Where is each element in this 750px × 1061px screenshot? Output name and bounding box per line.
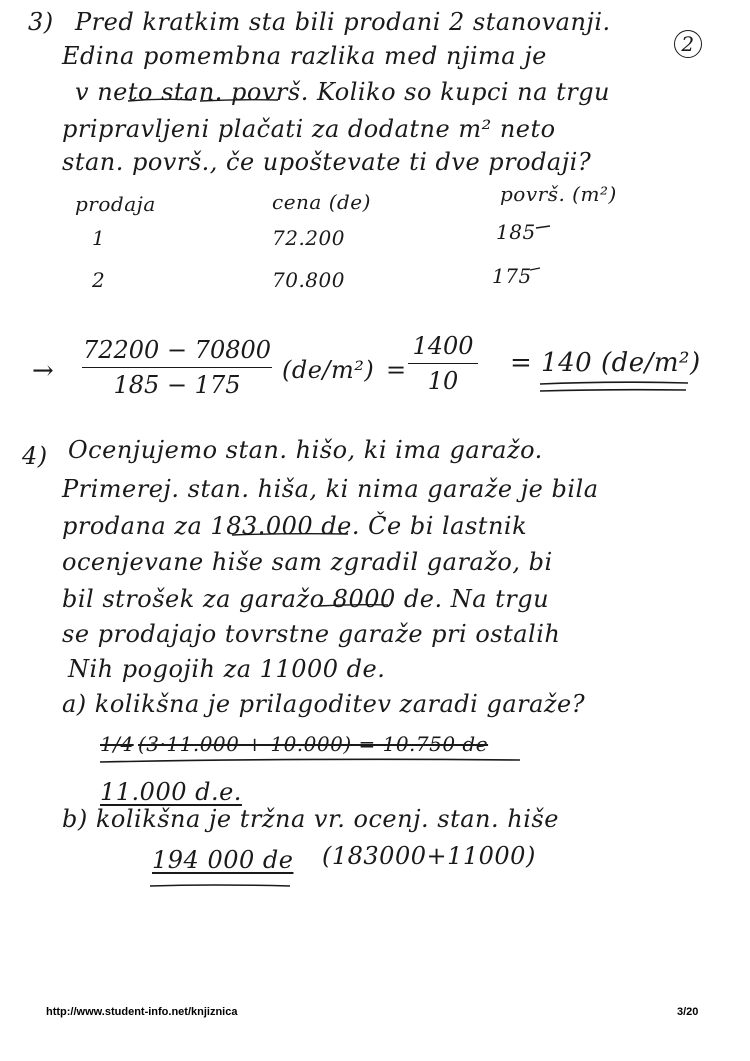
result-underline-2 [540, 390, 686, 391]
q4-line-7: Nih pogojih za 11000 de. [68, 655, 386, 683]
q3-equals: = [386, 356, 407, 384]
q4-question-b: b) kolikšna je tržna vr. ocenj. stan. hiše [62, 805, 559, 833]
q3-arrow: → [32, 356, 55, 386]
q4-line-2: Primerej. stan. hiša, ki nima garaže je bila [62, 475, 599, 503]
q3-header-prodaja: prodaja [75, 192, 156, 216]
strike-line-a [100, 759, 520, 762]
underline-183000 [232, 534, 348, 535]
q3-row1-area: 185 [496, 220, 536, 244]
q3-header-cena: cena (de) [272, 190, 371, 214]
result-underline-1 [540, 382, 688, 384]
q3-row2-num: 2 [92, 268, 106, 292]
q4-line-3: prodana za 183.000 de. Če bi lastnik [62, 512, 528, 540]
q4-b-answer: 194 000 de [152, 846, 294, 874]
underline-neto [128, 99, 192, 101]
tick-row1 [536, 226, 550, 228]
q3-points-circle: 2 [674, 30, 702, 58]
q3-row2-area: 175 [492, 264, 532, 288]
q3-row1-num: 1 [92, 226, 106, 250]
footer-url[interactable]: http://www.student-info.net/knjiznica [46, 1006, 238, 1018]
q4-question-a: a) kolikšna je prilagoditev zaradi garaže? [62, 690, 586, 718]
q3-unit: (de/m²) [282, 356, 375, 384]
q3-line-1: Pred kratkim sta bili prodani 2 stanovanji. [75, 8, 611, 36]
q3-line-4: pripravljeni plačati za dodatne m² neto [62, 115, 556, 143]
q3-line-3: v neto stan. površ. Koliko so kupci na trgu [75, 78, 611, 106]
q3-row2-price: 70.800 [272, 268, 345, 292]
q4-b-work: (183000+11000) [322, 842, 536, 870]
q4-a-crossed-fraction: 1/4 [100, 732, 134, 756]
underline-8000 [318, 605, 388, 606]
q3-result: = 140 (de/m²) [510, 348, 701, 378]
q3-row1-price: 72.200 [272, 226, 345, 250]
q4-a-answer: 11.000 d.e. [100, 778, 242, 806]
q3-header-povrs: površ. (m²) [500, 182, 617, 206]
underline-stan-povrs [200, 100, 278, 101]
q3-number: 3) [28, 8, 54, 36]
q3-denominator-2: 10 [427, 367, 459, 395]
q4-line-5: bil strošek za garažo 8000 de. Na trgu [62, 585, 550, 613]
underline-194000 [150, 885, 290, 886]
q4-line-1: Ocenjujemo stan. hišo, ki ima garažo. [68, 436, 543, 464]
q3-denominator: 185 − 175 [113, 371, 241, 399]
q3-numerator-2: 1400 [412, 332, 474, 360]
q4-line-4: ocenjevane hiše sam zgradil garažo, bi [62, 548, 553, 576]
tick-row2 [530, 268, 540, 270]
q3-line-5: stan. površ., če upoštevate ti dve prodaji? [62, 148, 592, 176]
footer-page-number: 3/20 [677, 1006, 699, 1018]
q4-a-crossed-work: (3·11.000 + 10.000) = 10.750 de [138, 732, 489, 756]
q4-line-6: se prodajajo tovrstne garaže pri ostalih [62, 620, 561, 648]
q4-number: 4) [22, 442, 48, 470]
q3-line-2: Edina pomembna razlika med njima je [62, 42, 547, 70]
q3-numerator: 72200 − 70800 [82, 336, 272, 364]
